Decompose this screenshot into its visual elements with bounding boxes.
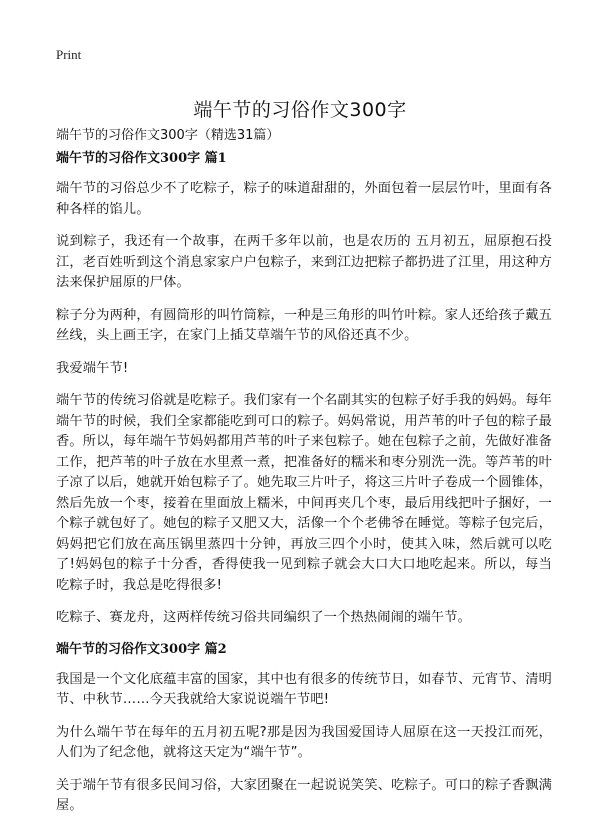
paragraph: 为什么端午节在每年的五月初五呢?那是因为我国爱国诗人屈原在这一天投江而死，人们为了纪念他，就将这天定为“端午节”。 <box>56 724 552 760</box>
section-heading: 端午节的习俗作文300字 篇1 <box>56 151 227 166</box>
paragraph: 粽子分为两种，有圆筒形的叫竹筒粽，一种是三角形的叫竹叶粽。家人还给孩子戴五丝线，头上画王字，在家门上插艾草端午节的风俗还真不少。 <box>56 307 552 343</box>
paragraph: 吃粽子、赛龙舟，这两样传统习俗共同编织了一个热热闹闹的端午节。 <box>56 610 472 625</box>
paragraph: 我国是一个文化底蕴丰富的国家，其中也有很多的传统节日，如春节、元宵节、清明节、中秋节……今天我就给大家说说端午节吧! <box>56 671 552 707</box>
paragraph: 关于端午节有很多民间习俗，大家团聚在一起说说笑笑、吃粽子。可口的粽子香飘满屋。 <box>56 777 552 813</box>
subtitle: 端午节的习俗作文300字（精选31篇） <box>56 128 280 143</box>
paragraph: 端午节的传统习俗就是吃粽子。我们家有一个名副其实的包粽子好手我的妈妈。每年端午节的时候，我们全家都能吃到可口的粽子。妈妈常说，用芦苇的叶子包的粽子最香。所以，每年端午节妈妈都用芦苇的叶子来包粽子。她在包粽子之前，先做好准备工作，把芦苇的叶子放在水里煮一煮，把准备好的糯米和枣分别洗一洗。等芦苇的叶子凉了以后，她就开始包粽子了。她先取三片叶子，将这三片叶子卷成一个圆锥体，然后先放一个枣，接着在里面放上糯米，中间再夹几个枣，最后用线把叶子捆好，一个粽子就包好了。她包的粽子又肥又大，活像一个个老佛爷在睡觉。等粽子包完后，妈妈把它们放在高压锅里蒸四十分钟，再放三四个小时，使其入味，然后就可以吃了!妈妈包的粽子十分香，香得使我一见到粽子就会大口大口地吃起来。所以，每当吃粽子时，我总是吃得很多! <box>56 393 552 593</box>
section-2 <box>56 641 552 817</box>
print-link[interactable]: Print <box>56 47 82 62</box>
section-1 <box>56 150 552 629</box>
page-title: 端午节的习俗作文300字 <box>193 98 407 121</box>
paragraph: 我爱端午节! <box>56 360 129 376</box>
paragraph: 说到粽子，我还有一个故事，在两千多年以前，也是农历的 五月初五，屈原抱石投江，老百姓听到这个消息家家户户包粽子，来到江边把粽子都扔进了江里，用这种方法来保护屈原的尸体。 <box>56 234 552 290</box>
paragraph: 端午节的习俗总少不了吃粽子，粽子的味道甜甜的，外面包着一层层竹叶，里面有各种各样的馅儿。 <box>56 181 552 217</box>
section-heading: 端午节的习俗作文300字 篇2 <box>56 641 227 657</box>
article-body <box>56 150 552 829</box>
